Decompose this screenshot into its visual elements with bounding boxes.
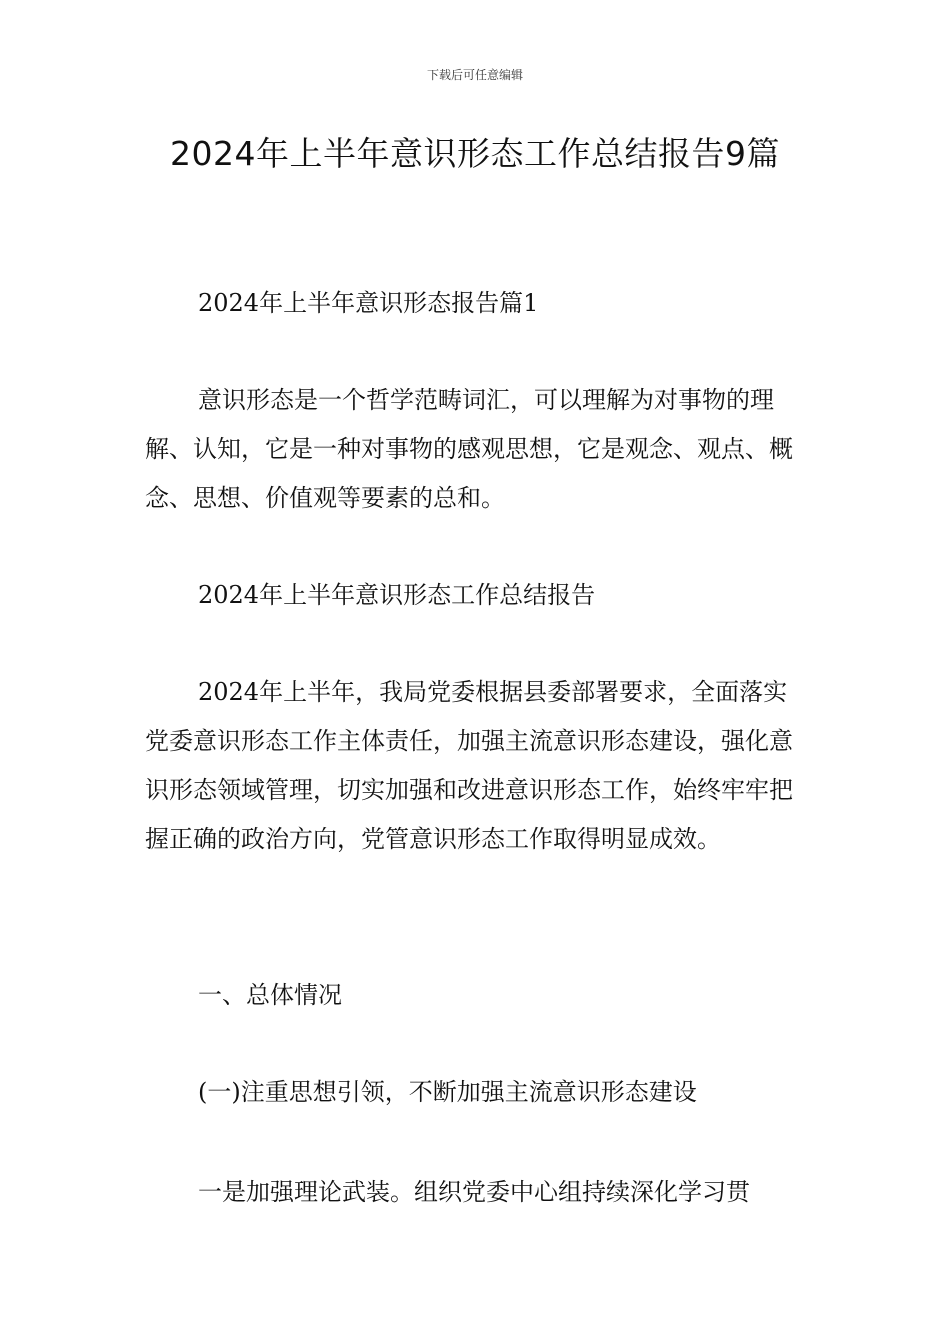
section-heading-report-1: 2024年上半年意识形态报告篇1 — [198, 289, 539, 317]
paragraph-ideology-definition: 意识形态是一个哲学范畴词汇，可以理解为对事物的理解、认知，它是一种对事物的感观思想，它是观念、观点、概念、思想、价值观等要素的总和。 — [145, 386, 793, 512]
paragraph-theory-armament: 一是加强理论武装。组织党委中心组持续深化学习贯 — [198, 1178, 750, 1206]
section-heading-summary-report: 2024年上半年意识形态工作总结报告 — [198, 581, 596, 609]
header-note: 下载后可任意编辑 — [426, 68, 523, 82]
document-title: 2024年上半年意识形态工作总结报告9篇 — [170, 134, 780, 173]
section-heading-overall: 一、总体情况 — [198, 981, 342, 1009]
paragraph-summary-intro: 2024年上半年，我局党委根据县委部署要求，全面落实党委意识形态工作主体责任，加强主流意识形态建设，强化意识形态领域管理，切实加强和改进意识形态工作，始终牢牢把握正确的政治方向，党管意识形态工作取得明显成效。 — [145, 678, 793, 853]
subsection-heading-1: (一)注重思想引领，不断加强主流意识形态建设 — [198, 1078, 697, 1106]
